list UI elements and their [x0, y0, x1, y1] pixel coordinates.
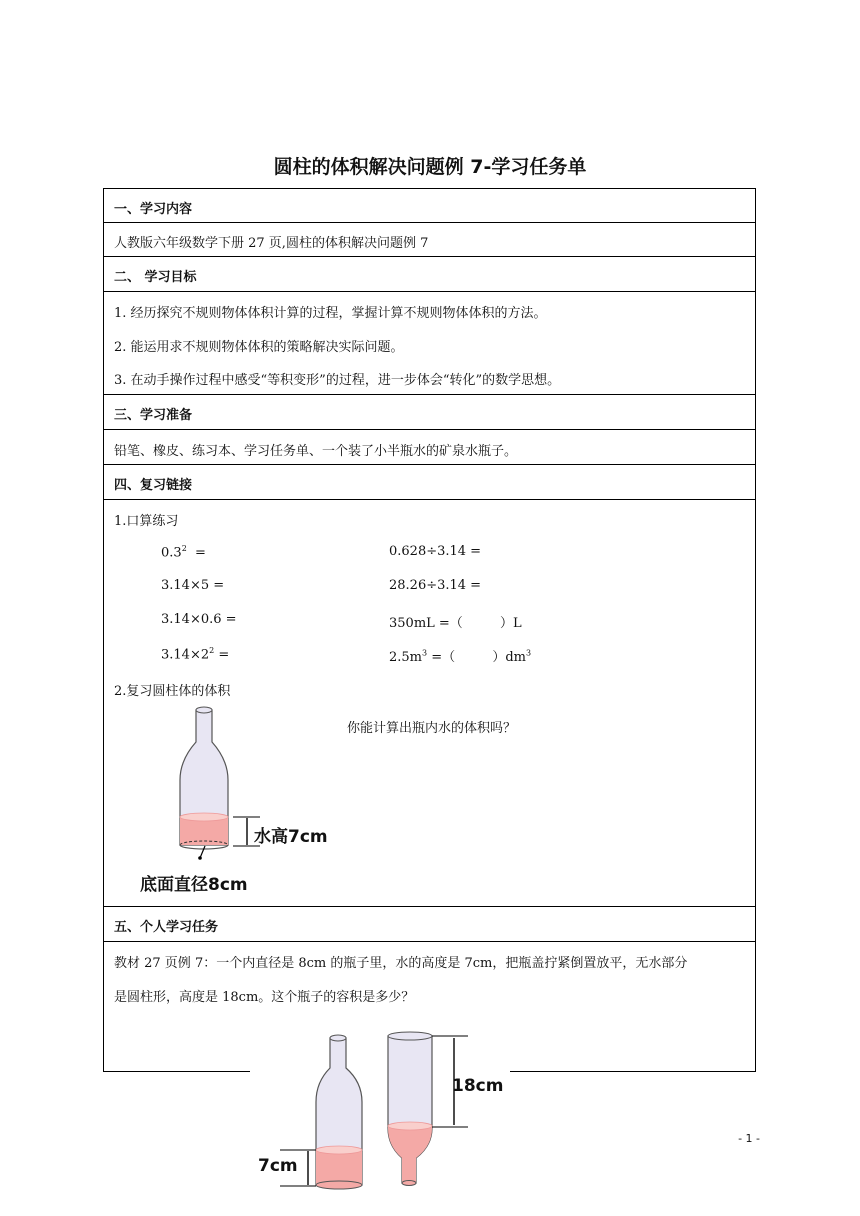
bottle-mouth [196, 707, 212, 713]
calc-a3: 3.14×0.6 = [161, 612, 237, 627]
base-diameter-label: 底面直径8cm [140, 875, 248, 895]
review-question: 你能计算出瓶内水的体积吗？ [347, 721, 517, 736]
problem-line-1: 教材 27 页例 7：一个内直径是 8cm 的瓶子里，水的高度是 7cm，把瓶盖拧紧倒置放平，无水部分 [114, 956, 688, 971]
section-3-header: 三、学习准备 [114, 408, 193, 423]
section-4-header: 四、复习链接 [114, 478, 193, 493]
bottle-figure-2-drawing [250, 1030, 510, 1216]
page-title: 圆柱的体积解决问题例 7-学习任务单 [273, 156, 587, 178]
calc-b2: 28.26÷3.14 = [389, 578, 482, 593]
section-3-header-row [103, 394, 756, 430]
label-7cm: 7cm [258, 1156, 298, 1176]
calc-a1: $0.3^2$ = [161, 544, 206, 561]
upright-water [316, 1150, 362, 1185]
label-18cm: 18cm [452, 1076, 504, 1096]
goal-2: 2. 能运用求不规则物体体积的策略解决实际问题。 [114, 340, 404, 355]
water-height-label: 水高7cm [254, 827, 328, 847]
section-3-content: 铅笔、橡皮、练习本、学习任务单、一个装了小半瓶水的矿泉水瓶子。 [114, 444, 518, 459]
section-1-content-row [103, 222, 756, 257]
section-3-content-row [103, 429, 756, 465]
base-pointer [200, 846, 205, 858]
section-1-header: 一、学习内容 [114, 202, 193, 217]
goal-3: 3. 在动手操作过程中感受“等积变形”的过程，进一步体会“转化”的数学思想。 [114, 373, 561, 388]
section-2-header-row [103, 256, 756, 292]
oral-calc-title: 1.口算练习 [114, 514, 179, 529]
calc-b4: $2.5m^3$ =（ ）$dm^3$ [389, 648, 532, 665]
calc-b1: 0.628÷3.14 = [389, 544, 482, 559]
calc-a4: $3.14\times 2^2$ = [161, 646, 230, 663]
section-2-header: 二、 学习目标 [114, 270, 197, 285]
section-4-header-row [103, 464, 756, 500]
section-5-header-row [103, 906, 756, 942]
goal-1: 1. 经历探究不规则物体体积计算的过程，掌握计算不规则物体体积的方法。 [114, 306, 547, 321]
calc-b3: 350mL =（ ）L [389, 616, 522, 631]
water-surface [180, 813, 228, 821]
section-1-header-row [103, 188, 756, 223]
section-1-content: 人教版六年级数学下册 27 页,圆柱的体积解决问题例 7 [114, 236, 429, 251]
section-2-content-row [103, 291, 756, 395]
calc-a2: 3.14×5 = [161, 578, 225, 593]
review-title: 2.复习圆柱体的体积 [114, 684, 231, 699]
section-5-header: 五、个人学习任务 [114, 920, 219, 935]
problem-line-2: 是圆柱形，高度是 18cm。这个瓶子的容积是多少？ [114, 990, 415, 1005]
page-number: - 1 - [738, 1132, 760, 1145]
